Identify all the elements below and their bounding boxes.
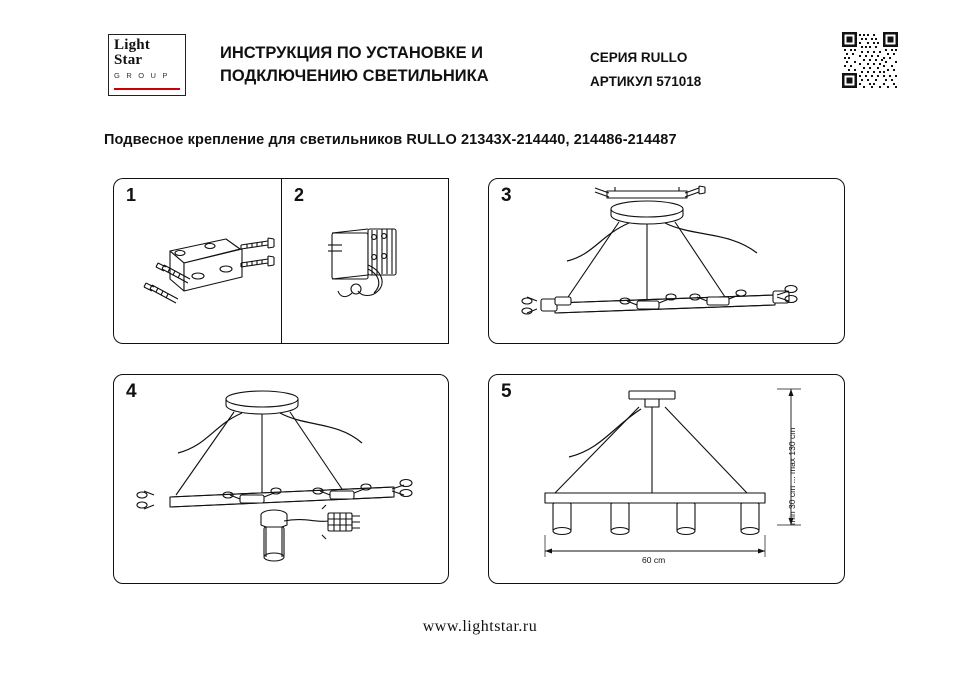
step-1-panel: [113, 178, 281, 344]
step-5-panel: [488, 374, 845, 584]
step-3-number: 3: [501, 185, 512, 206]
step-1-illustration: [114, 179, 282, 345]
footer: [0, 618, 960, 636]
step-2-illustration: [282, 179, 450, 345]
logo-line-2: Star: [114, 51, 143, 68]
logo-group-text: G R O U P: [114, 71, 170, 80]
step-4-illustration: [114, 375, 450, 585]
logo-red-bar: [114, 88, 180, 90]
lightstar-logo: [108, 34, 186, 96]
width-dimension-label: 60 cm: [642, 555, 666, 565]
step-3-panel: [488, 178, 845, 344]
step-4-panel: [113, 374, 449, 584]
series-label: СЕРИЯ RULLO: [590, 50, 688, 65]
product-subtitle: Подвесное крепление для светильников RULLO 21343Х-214440, 214486-214487: [104, 132, 677, 148]
step-5-number: 5: [501, 381, 512, 402]
step-3-illustration: [489, 179, 846, 345]
step-4-number: 4: [126, 381, 137, 402]
logo-line-1: Light: [114, 37, 151, 53]
step-1-number: 1: [126, 185, 137, 205]
footer-url[interactable]: www.lightstar.ru: [422, 618, 538, 635]
article-label: АРТИКУЛ 571018: [590, 74, 702, 89]
series-info: [590, 46, 780, 94]
page-title: ИНСТРУКЦИЯ ПО УСТАНОВКЕ И ПОДКЛЮЧЕНИЮ СВЕТИЛЬНИКА: [220, 44, 489, 85]
height-dimension-label: min 30 cm ... max 130 cm: [787, 427, 797, 525]
step-2-number: 2: [294, 185, 305, 205]
qr-code-icon: [840, 30, 900, 90]
step-2-panel: [281, 178, 449, 344]
document-header: [100, 26, 900, 104]
